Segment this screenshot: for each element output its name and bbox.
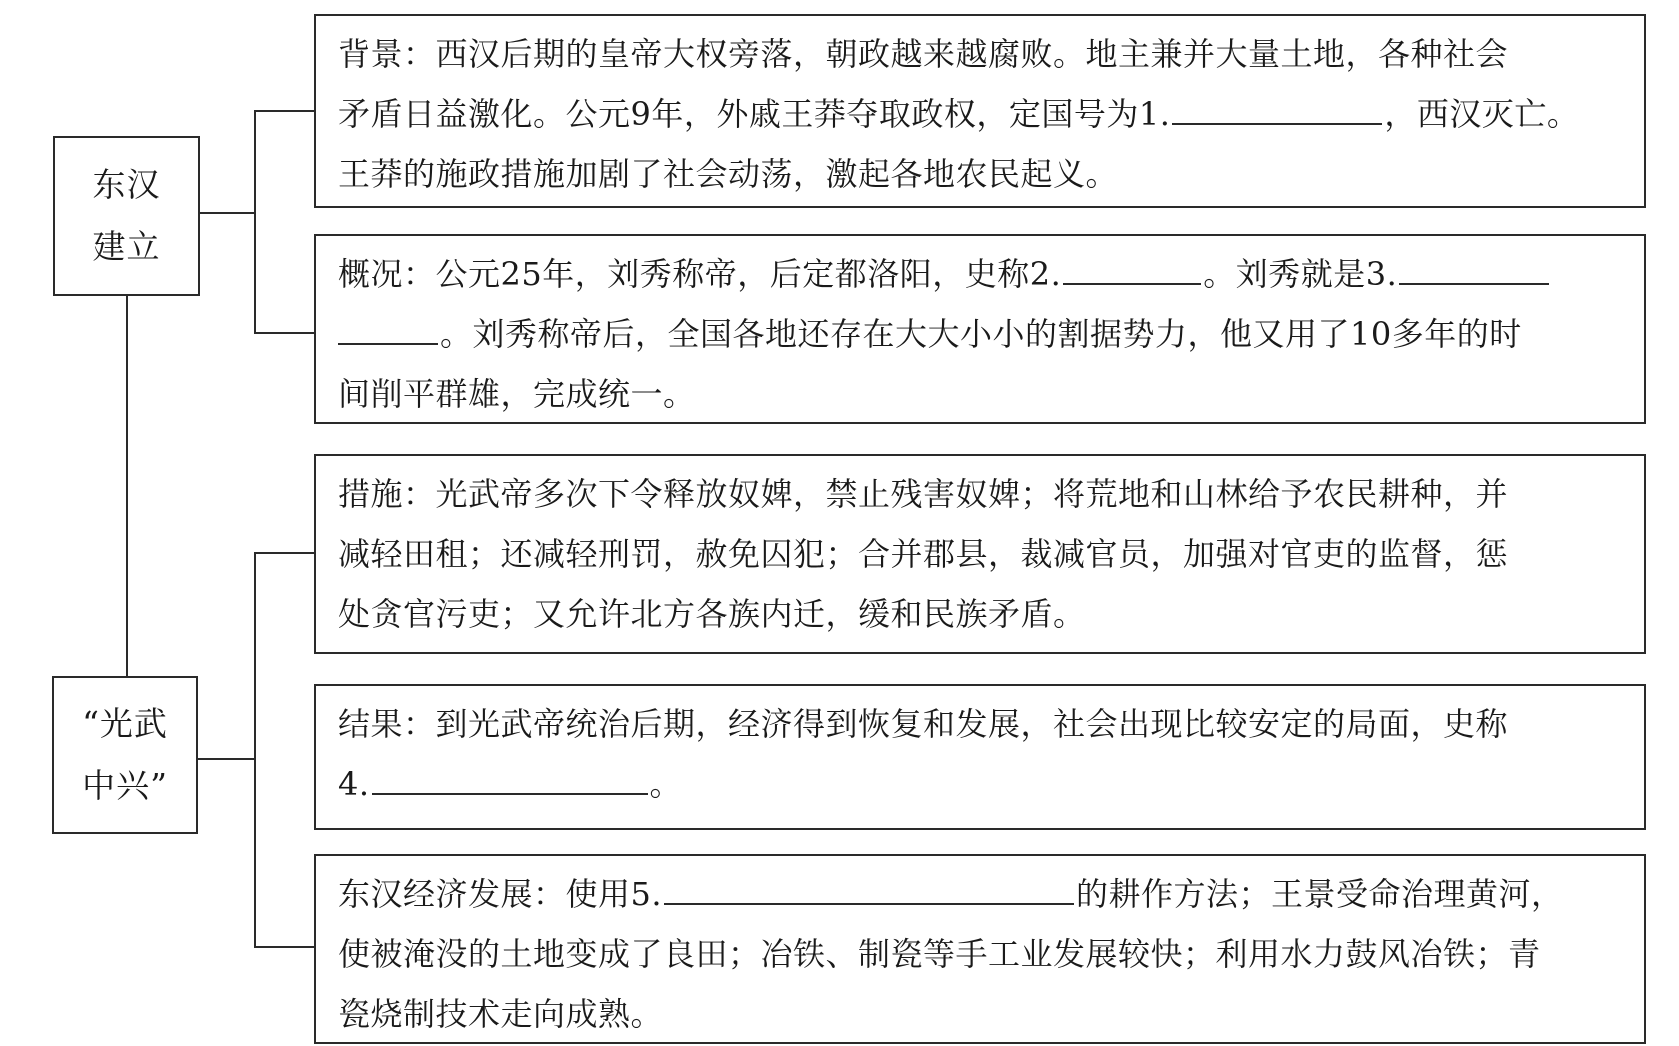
- overview-line3: 间削平群雄，完成统一。: [338, 375, 696, 413]
- connector-to-measures: [254, 552, 316, 554]
- label-revival-line2: 中兴”: [82, 766, 168, 805]
- connector-to-background: [254, 110, 316, 112]
- background-line2-tail: ，西汉灭亡。: [1384, 95, 1580, 133]
- overview-line2-text: 。刘秀称帝后，全国各地还存在大大小小的割据势力，他又用了10多年的时: [440, 315, 1522, 353]
- background-line3: 王莽的施政措施加剧了社会动荡，激起各地农民起义。: [338, 155, 1119, 193]
- background-line1: 背景：西汉后期的皇帝大权旁落，朝政越来越腐败。地主兼并大量土地，各种社会: [338, 35, 1509, 73]
- measures-line2: 减轻田租；还减轻刑罚，赦免囚犯；合并郡县，裁减官员，加强对官吏的监督，惩: [338, 535, 1509, 573]
- answer-blank-4[interactable]: [372, 759, 648, 795]
- result-line2-number: 4.: [338, 765, 370, 803]
- box-background: [314, 14, 1646, 208]
- result-line1: 结果：到光武帝统治后期，经济得到恢复和发展，社会出现比较安定的局面，史称: [338, 705, 1509, 743]
- connector-revival-stub: [196, 758, 254, 760]
- measures-line3: 处贪官污吏；又允许北方各族内迁，缓和民族矛盾。: [338, 595, 1086, 633]
- box-result: [314, 684, 1646, 830]
- overview-line2: [338, 304, 1624, 364]
- label-revival: [52, 676, 198, 834]
- background-line2: [338, 84, 1624, 144]
- overview-line1-text: 概况：公元25年，刘秀称帝，后定都洛阳，史称2.: [338, 255, 1062, 293]
- measures-line1: 措施：光武帝多次下令释放奴婢，禁止残害奴婢；将荒地和山林给予农民耕种，并: [338, 475, 1509, 513]
- box-economy: [314, 854, 1646, 1044]
- label-revival-line1: “光武: [82, 704, 168, 743]
- economy-line1-text: 东汉经济发展：使用5.: [338, 875, 663, 913]
- connector-establish-stub: [198, 212, 254, 214]
- economy-line2: 使被淹没的土地变成了良田；冶铁、制瓷等手工业发展较快；利用水力鼓风冶铁；青: [338, 935, 1541, 973]
- overview-line1: [338, 244, 1624, 304]
- answer-blank-3-continued[interactable]: [338, 309, 438, 345]
- answer-blank-1[interactable]: [1172, 89, 1382, 125]
- box-measures: [314, 454, 1646, 654]
- result-line2: [338, 754, 1624, 814]
- economy-line3: 瓷烧制技术走向成熟。: [338, 995, 664, 1033]
- label-establish: [53, 136, 200, 296]
- label-establish-line1: 东汉: [92, 165, 161, 204]
- economy-line1: [338, 864, 1624, 924]
- connector-to-overview: [254, 332, 316, 334]
- connector-between-labels: [126, 296, 128, 684]
- connector-revival-branch: [254, 552, 256, 948]
- box-overview: [314, 234, 1646, 424]
- answer-blank-2[interactable]: [1063, 249, 1201, 285]
- answer-blank-5[interactable]: [664, 869, 1074, 905]
- label-establish-line2: 建立: [92, 227, 161, 266]
- answer-blank-3[interactable]: [1399, 249, 1549, 285]
- economy-line1-tail: 的耕作方法；王景受命治理黄河，: [1076, 875, 1564, 913]
- overview-line1-mid: 。刘秀就是3.: [1203, 255, 1398, 293]
- connector-establish-branch: [254, 110, 256, 334]
- connector-to-economy: [254, 946, 316, 948]
- result-line2-tail: 。: [649, 765, 683, 803]
- background-line2-text: 矛盾日益激化。公元9年，外戚王莽夺取政权，定国号为1.: [338, 95, 1171, 133]
